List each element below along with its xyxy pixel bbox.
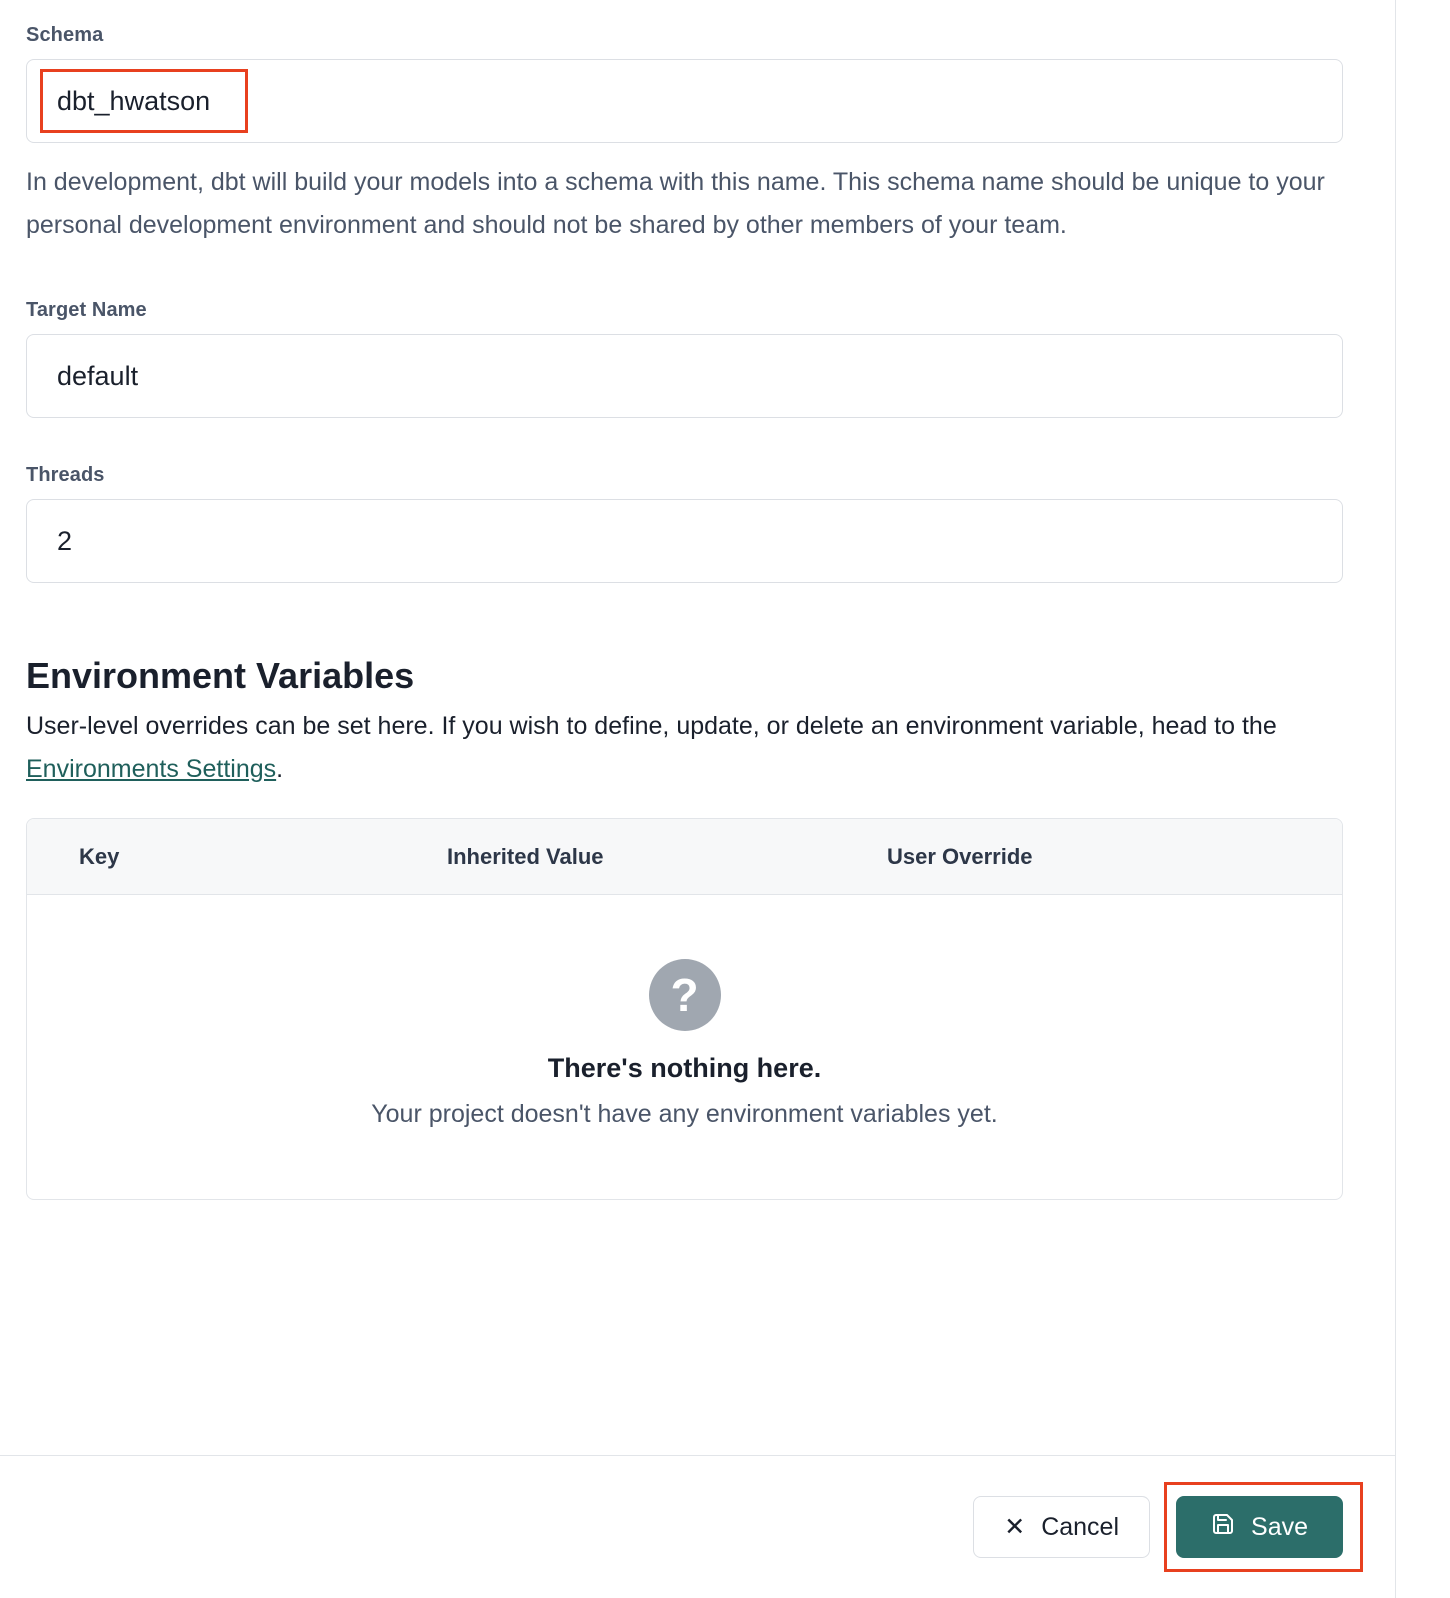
threads-input[interactable] xyxy=(26,499,1343,583)
save-disk-icon xyxy=(1211,1512,1235,1543)
schema-input-wrapper xyxy=(26,59,1343,143)
environment-variables-description xyxy=(26,705,1343,790)
cancel-button-label: Cancel xyxy=(1041,1512,1120,1541)
schema-helper-text: In development, dbt will build your models into a schema with this name. This schema name should be unique to your personal development environment and should not be shared by other members of your team. xyxy=(26,168,1325,239)
table-header-row xyxy=(27,819,1342,895)
cancel-button[interactable] xyxy=(973,1496,1150,1558)
target-name-label: Target Name xyxy=(26,299,147,321)
threads-label: Threads xyxy=(26,464,105,486)
close-icon: ✕ xyxy=(1004,1512,1026,1541)
save-button-wrapper xyxy=(1176,1496,1343,1558)
schema-label: Schema xyxy=(26,24,104,46)
environments-settings-link[interactable]: Environments Settings xyxy=(26,754,277,783)
column-header-inherited-value: Inherited Value xyxy=(447,843,604,869)
column-header-user-override: User Override xyxy=(887,843,1033,869)
save-button-label: Save xyxy=(1251,1512,1308,1541)
schema-input[interactable] xyxy=(26,59,1343,143)
env-desc-after: . xyxy=(276,754,284,783)
target-name-input[interactable] xyxy=(26,334,1343,418)
save-button[interactable] xyxy=(1176,1496,1343,1558)
column-header-key: Key xyxy=(79,843,120,869)
dialog-footer xyxy=(0,1456,1395,1598)
empty-state xyxy=(27,895,1342,1199)
right-gutter xyxy=(1395,0,1450,1598)
empty-state-title: There's nothing here. xyxy=(547,1053,822,1083)
env-desc-before: User-level overrides can be set here. If you wish to define, update, or delete an environment variable, head to the xyxy=(26,712,1277,740)
question-mark-icon: ? xyxy=(649,959,721,1031)
environment-variables-table xyxy=(26,818,1343,1200)
empty-state-subtitle: Your project doesn't have any environment variables yet. xyxy=(371,1100,998,1128)
environment-variables-title: Environment Variables xyxy=(26,655,415,696)
